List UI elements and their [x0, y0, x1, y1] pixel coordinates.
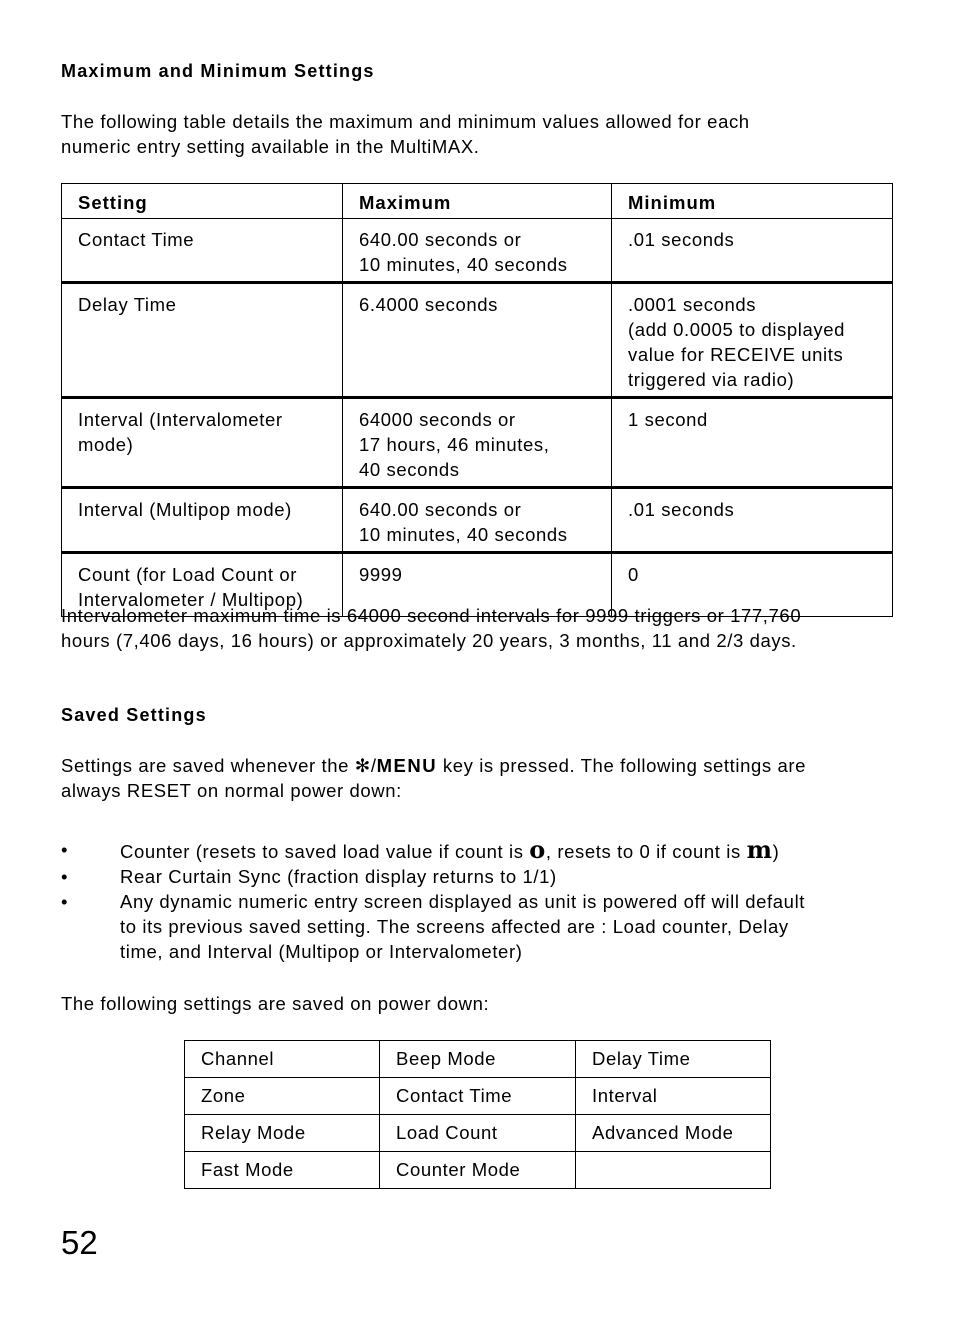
cell-setting — [62, 488, 343, 553]
cell-maximum — [343, 283, 612, 398]
saved-cell: Relay Mode — [185, 1115, 380, 1152]
bullet-line: time, and Interval (Multipop or Intervalometer) — [120, 941, 523, 962]
bullet-text: Rear Curtain Sync (fraction display returns to 1/1) — [120, 866, 557, 887]
cell-line: Delay Time — [78, 294, 177, 315]
cell-line: triggered via radio) — [628, 369, 795, 390]
bullet-text — [120, 837, 861, 864]
cell-minimum — [612, 219, 893, 283]
saved-cell: Fast Mode — [185, 1152, 380, 1189]
list-item — [61, 864, 861, 889]
cell-line: .0001 seconds — [628, 294, 757, 315]
table-row — [185, 1152, 771, 1189]
cell-minimum — [612, 283, 893, 398]
text-span: key is pressed. The following settings are — [437, 755, 807, 776]
table-row — [62, 488, 893, 553]
cell-line: 640.00 seconds or — [359, 229, 522, 250]
saved-cell: Channel — [185, 1041, 380, 1078]
note-line: Intervalometer maximum time is 64000 second intervals for 9999 triggers or 177,760 — [61, 605, 802, 626]
text-span: ) — [772, 841, 780, 862]
reset-bullet-list — [61, 837, 861, 964]
cell-line: 17 hours, 46 minutes, — [359, 434, 550, 455]
cell-maximum — [343, 219, 612, 283]
saved-cell: Contact Time — [380, 1078, 576, 1115]
cell-line: Interval (Multipop mode) — [78, 499, 292, 520]
saved-cell: Zone — [185, 1078, 380, 1115]
saved-line — [61, 753, 806, 778]
intervalometer-note — [61, 603, 801, 653]
table-row — [62, 398, 893, 488]
cell-minimum — [612, 398, 893, 488]
table-header-row — [62, 184, 893, 219]
bullet-text — [120, 889, 861, 964]
lcd-glyph-o: o — [529, 835, 546, 864]
saved-line: always RESET on normal power down: — [61, 780, 402, 801]
bullet-icon: • — [61, 839, 69, 860]
cell-line: (add 0.0005 to displayed — [628, 319, 846, 340]
bullet-icon: • — [61, 866, 69, 887]
text-span: , resets to 0 if count is — [545, 841, 747, 862]
saved-cell: Beep Mode — [380, 1041, 576, 1078]
intro-line: numeric entry setting available in the MultiMAX. — [61, 136, 480, 157]
saved-intro: The following settings are saved on power down: — [61, 993, 490, 1014]
page-number: 52 — [61, 1224, 98, 1261]
table-row — [62, 283, 893, 398]
bullet-line: to its previous saved setting. The screens affected are : Load counter, Delay — [120, 916, 789, 937]
cell-line: 10 minutes, 40 seconds — [359, 254, 568, 275]
section-heading-max-min: Maximum and Minimum Settings — [61, 61, 375, 81]
cell-setting — [62, 283, 343, 398]
lcd-glyph-m: m — [746, 835, 773, 864]
menu-key-label: MENU — [376, 755, 438, 776]
cell-line: 64000 seconds or — [359, 409, 516, 430]
list-item — [61, 889, 861, 964]
cell-maximum — [343, 398, 612, 488]
cell-line: 40 seconds — [359, 459, 460, 480]
cell-line: 9999 — [359, 564, 403, 585]
limits-table — [61, 183, 893, 617]
text-span: Settings are saved whenever the — [61, 755, 355, 776]
cell-line: Intervalometer / Multipop) — [78, 589, 304, 610]
bullet-line: Any dynamic numeric entry screen displayed as unit is powered off will default — [120, 891, 806, 912]
cell-line: 1 second — [628, 409, 708, 430]
table-row — [185, 1041, 771, 1078]
cell-line: 0 — [628, 564, 639, 585]
bullet-icon: • — [61, 891, 69, 912]
intro-line: The following table details the maximum and minimum values allowed for each — [61, 111, 750, 132]
cell-line: Interval (Intervalometer — [78, 409, 283, 430]
cell-line: 6.4000 seconds — [359, 294, 499, 315]
text-span: Counter (resets to saved load value if count is — [120, 841, 530, 862]
cell-setting — [62, 398, 343, 488]
cell-line: .01 seconds — [628, 229, 735, 250]
cell-line: Contact Time — [78, 229, 195, 250]
section-heading-saved: Saved Settings — [61, 705, 207, 725]
table-row — [62, 219, 893, 283]
cell-maximum — [343, 488, 612, 553]
header-setting: Setting — [62, 184, 343, 219]
header-minimum: Minimum — [612, 184, 893, 219]
saved-cell: Advanced Mode — [576, 1115, 771, 1152]
saved-settings-table — [184, 1040, 771, 1189]
cell-setting — [62, 219, 343, 283]
saved-cell: Load Count — [380, 1115, 576, 1152]
saved-paragraph — [61, 753, 806, 803]
asterisk-menu-icon: ✻/ — [354, 755, 377, 776]
header-maximum: Maximum — [343, 184, 612, 219]
intro-paragraph — [61, 109, 750, 159]
saved-cell: Interval — [576, 1078, 771, 1115]
saved-cell: Counter Mode — [380, 1152, 576, 1189]
note-line: hours (7,406 days, 16 hours) or approximately 20 years, 3 months, 11 and 2/3 days. — [61, 630, 797, 651]
cell-line: 10 minutes, 40 seconds — [359, 524, 568, 545]
cell-line: Count (for Load Count or — [78, 564, 298, 585]
cell-line: 640.00 seconds or — [359, 499, 522, 520]
cell-line: mode) — [78, 434, 134, 455]
cell-line: value for RECEIVE units — [628, 344, 844, 365]
cell-line: .01 seconds — [628, 499, 735, 520]
table-row — [185, 1078, 771, 1115]
saved-cell: Delay Time — [576, 1041, 771, 1078]
cell-minimum — [612, 488, 893, 553]
list-item — [61, 837, 861, 864]
table-row — [185, 1115, 771, 1152]
saved-cell — [576, 1152, 771, 1189]
